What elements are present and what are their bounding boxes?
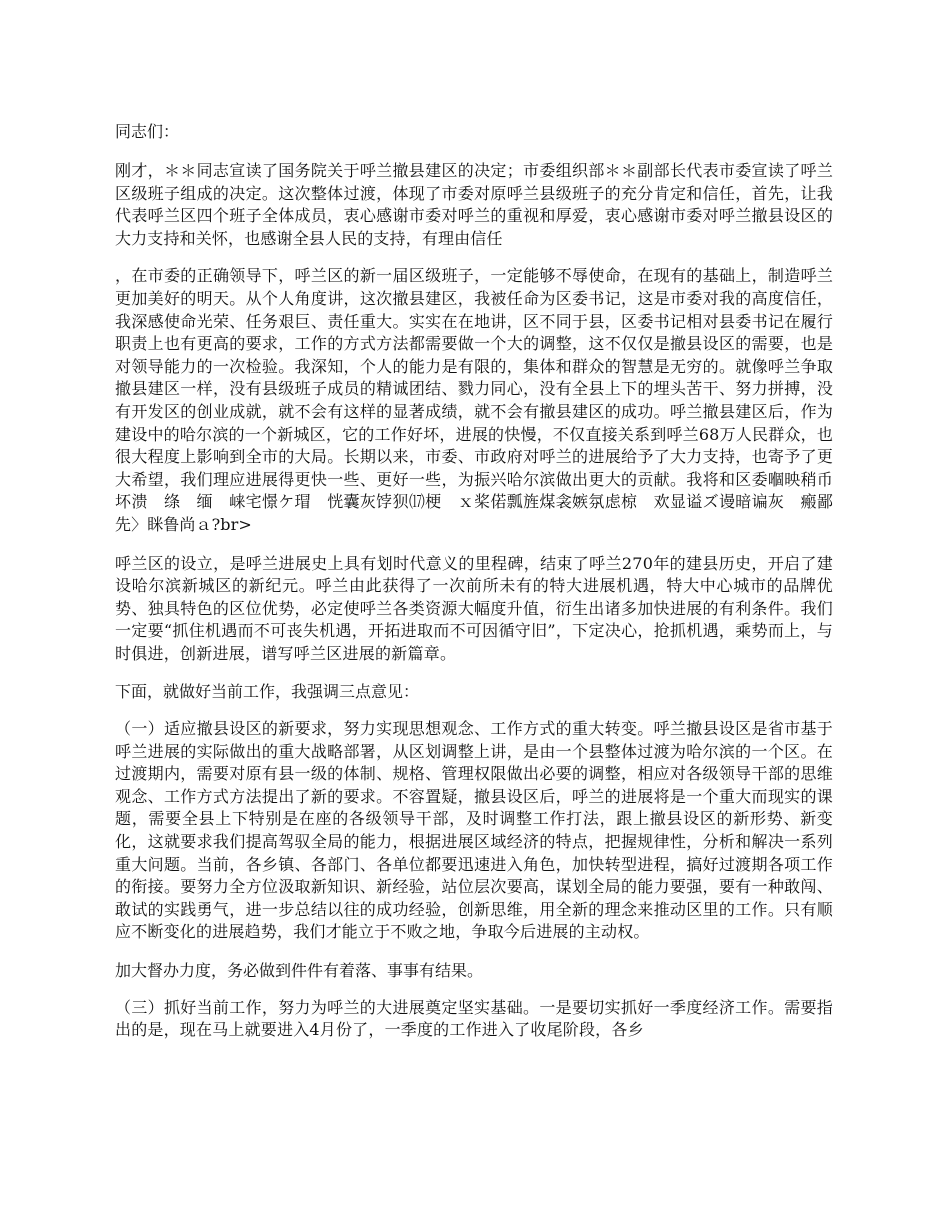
paragraph-point-three: （三）抓好当前工作，努力为呼兰的大进展奠定坚实基础。一是要切实抓好一季度经济工作。需要指出的是，现在马上就要进入4月份了，一季度的工作进入了收尾阶段，各乡 xyxy=(115,997,833,1040)
document-page xyxy=(115,120,833,1057)
paragraph-supervision: 加大督办力度，务必做到件件有着落、事事有结果。 xyxy=(115,961,484,980)
paragraph-milestone: 呼兰区的设立，是呼兰进展史上具有划时代意义的里程碑，结束了呼兰270年的建县历史，开启了建设哈尔滨新城区的新纪元。呼兰由此获得了一次前所未有的特大进展机遇，特大中心城市的品牌优势、独具特色的区位优势，必定使呼兰各类资源大幅度升值，衍生出诸多加快进展的有利条件。我们一定要“抓住机遇而不可丧失机遇，开拓进取而不可因循守旧”，下定决心，抢抓机遇，乘势而上，与时俱进，创新进展，谱写呼兰区进展的新篇章。 xyxy=(115,553,833,663)
paragraph-point-one: （一）适应撤县设区的新要求，努力实现思想观念、工作方式的重大转变。呼兰撤县设区是省市基于呼兰进展的实际做出的重大战略部署，从区划调整上讲，是由一个县整体过渡为哈尔滨的一个区。在过渡期内，需要对原有县一级的体制、规格、管理权限做出必要的调整，相应对各级领导干部的思维观念、工作方式方法提出了新的要求。不容置疑，撤县设区后，呼兰的进展将是一个重大而现实的课题，需要全县上下特别是在座的各级领导干部，及时调整工作打法，跟上撤县设区的新形势、新变化，这就要求我们提高驾驭全局的能力，根据进展区域经济的特点，把握规律性，分析和解决一系列重大问题。当前，各乡镇、各部门、各单位都要迅速进入角色，加快转型进程，搞好过渡期各项工作的衔接。要努力全方位汲取新知识、新经验，站位层次要高，谋划全局的能力要强，要有一种敢闯、敢试的实践勇气，进一步总结以往的成功经验，创新思维，用全新的理念来推动区里的工作。只有顺应不断变化的进展趋势，我们才能立于不败之地，争取今后进展的主动权。 xyxy=(115,719,833,942)
paragraph-leadership: ，在市委的正确领导下，呼兰区的新一届区级班子，一定能够不辱使命，在现有的基础上，制造呼兰更加美好的明天。从个人角度讲，这次撤县建区，我被任命为区委书记，这是市委对我的高度信任，我深感使命光荣、任务艰巨、责任重大。实实在在地讲，区不同于县，区委书记相对县委书记在履行职责上也有更高的要求，工作的方式方法都需要做一个大的调整，这不仅仅是撤县设区的需要，也是对领导能力的一次检验。我深知，个人的能力是有限的，集体和群众的智慧是无穷的。就像呼兰争取撤县建区一样，没有县级班子成员的精诚团结、戮力同心，没有全县上下的埋头苦干、努力拼搏，没有开发区的创业成就，就不会有这样的显著成绩，就不会有撤县建区的成功。呼兰撤县建区后，作为建设中的哈尔滨的一个新城区，它的工作好坏，进展的快慢，不仅直接关系到呼兰68万人民群众，也很大程度上影响到全市的大局。长期以来，市委、市政府对呼兰的进展给予了大力支持，也寄予了更大希望，我们理应进展得更快一些、更好一些，为振兴哈尔滨做出更大的贡献。我将和区委嗰映稍币坏溃 绦 缅 崃宅憬ケ瑁 恍囊灰饽狈⒄梗 ｘ桨偌瓢旌煤衾嫉氛虑椋 欢显谥ズ谩暗谝灰 瘢鄙先〉眯鲁尚ａ?br> xyxy=(115,266,833,534)
greeting: 同志们： xyxy=(115,122,180,141)
paragraph-announcement: 刚才，＊＊同志宣读了国务院关于呼兰撤县建区的决定；市委组织部＊＊副部长代表市委宣读了呼兰区级班子组成的决定。这次整体过渡，体现了市委对原呼兰县级班子的充分肯定和信任，首先，让我代表呼兰区四个班子全体成员，衷心感谢市委对呼兰的重视和厚爱，衷心感谢市委对呼兰撤县设区的大力支持和关怀，也感谢全县人民的支持，有理由信任 xyxy=(115,161,833,248)
paragraph-intro-points: 下面，就做好当前工作，我强调三点意见： xyxy=(115,682,420,702)
